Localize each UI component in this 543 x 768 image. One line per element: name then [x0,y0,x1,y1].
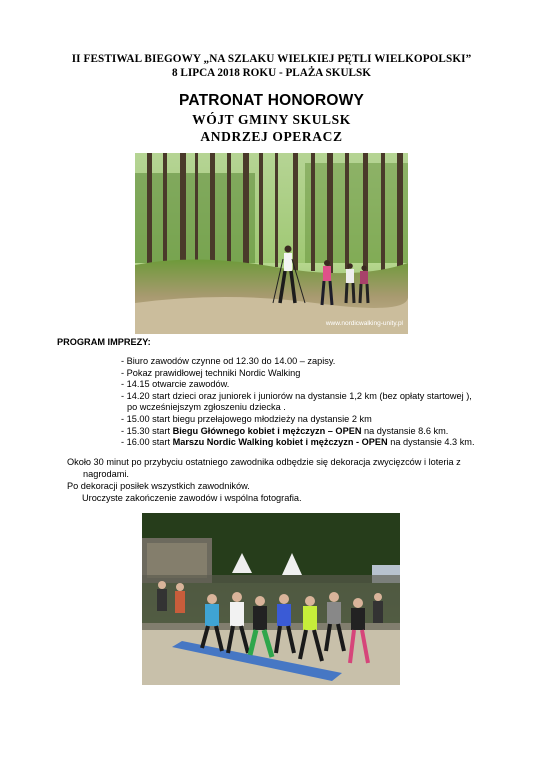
program-item-prefix: - 16.00 start [121,437,173,448]
program-item: - 15.00 start biegu przełajowego młodzieży na dystansie 2 km [121,413,372,424]
awards-text-continued: nagrodami. [83,469,129,479]
patron-title: WÓJT GMINY SKULSK [192,112,351,127]
program-item-highlight: Marszu Nordic Walking kobiet i mężczyzn - OPEN [172,437,388,448]
patron-name: ANDRZEJ OPERACZ [200,129,343,144]
program-item: - 14.20 start dzieci oraz juniorek i juniorów na dystansie 1,2 km (bez opłaty startowej ), [121,390,472,401]
program-item-suffix: na dystansie 8.6 km. [361,425,449,436]
closing-ceremony-text: Uroczyste zakończenie zawodów i wspólna fotografia. [82,493,302,503]
meal-text: Po dekoracji posiłek wszystkich zawodników. [67,481,250,491]
nordic-walking-forest-photo [135,153,408,334]
program-list [121,356,475,449]
festival-title: II FESTIWAL BIEGOWY „NA SZLAKU WIELKIEJ PĘTLI WIELKOPOLSKI” [71,53,472,65]
program-item: - Biuro zawodów czynne od 12.30 do 14.00 – zapisy. [121,356,336,366]
program-item: - Pokaz prawidłowej techniki Nordic Walking [121,367,301,378]
awards-text: Około 30 minut po przybyciu ostatniego zawodnika odbędzie się dekoracja zwycięzców i loteria z [67,457,461,467]
race-start-photo [142,513,400,685]
patronage-heading: PATRONAT HONOROWY [178,92,365,109]
program-item: - 14.15 otwarcie zawodów. [121,379,230,390]
program-item-prefix: - 15.30 start [121,425,173,436]
program-item-highlight: Biegu Głównego kobiet i mężczyzn – OPEN [172,425,362,436]
photo-watermark: www.nordicwalking-unity.pl [325,320,403,327]
program-heading: PROGRAM IMPREZY: [57,337,151,347]
program-item [121,426,475,438]
program-item [121,437,475,449]
program-item: po wcześniejszym zgłoszeniu dziecka . [127,402,286,413]
program-item-suffix: na dystansie 4.3 km. [387,437,475,448]
festival-date-location: 8 LIPCA 2018 ROKU - PLAŻA SKULSK [172,67,371,79]
